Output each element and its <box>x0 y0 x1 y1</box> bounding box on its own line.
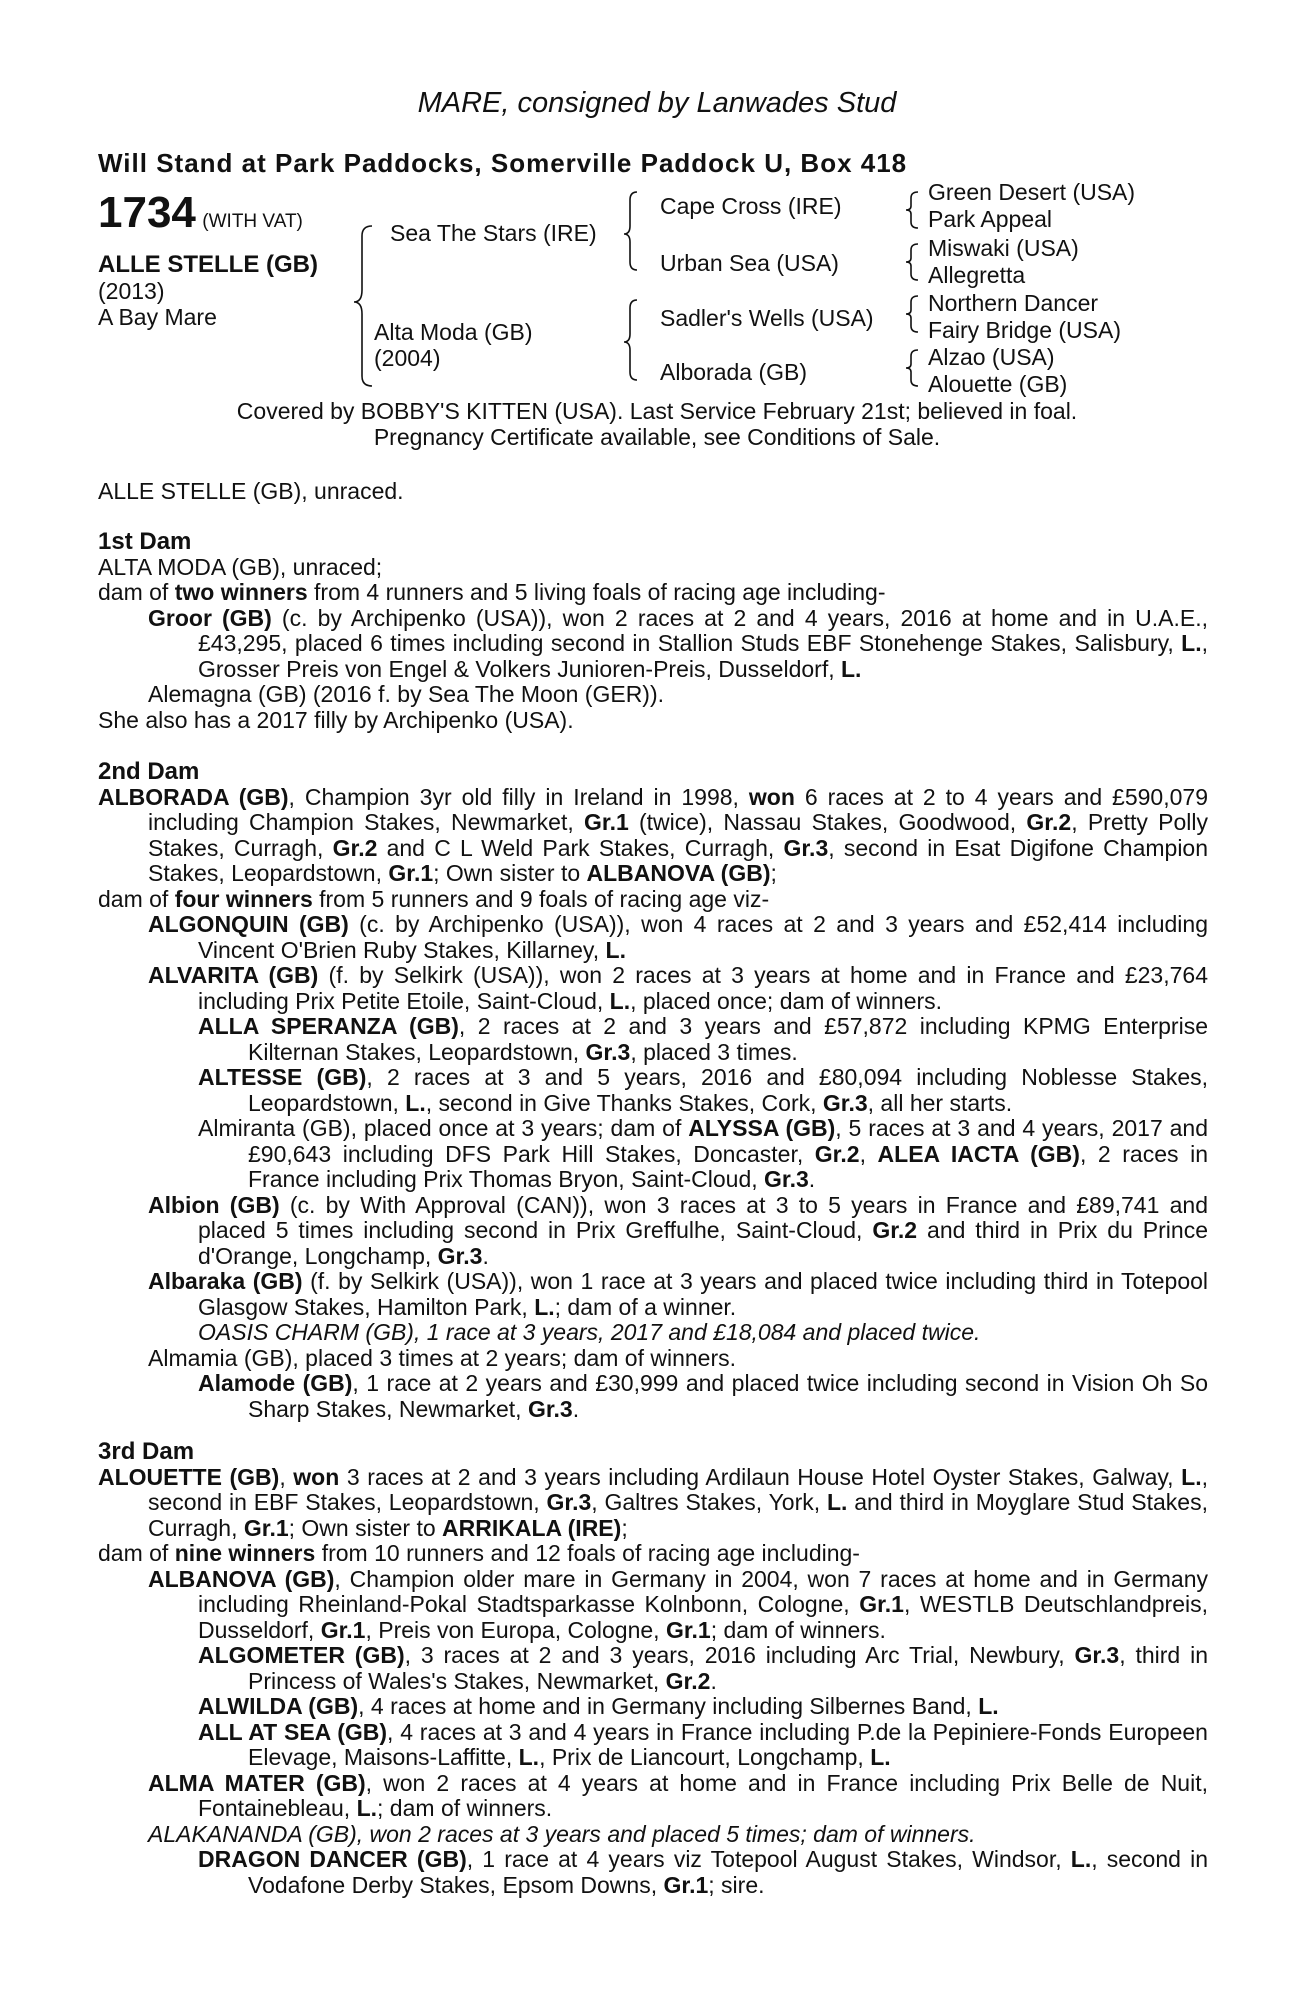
foal-alla-speranza: ALLA SPERANZA (GB), 2 races at 2 and 3 years and £57,872 including KPMG Enterprise Kilternan Stakes, Leopardstown, Gr.3, placed 3 times. <box>198 1013 1208 1065</box>
third-dam-section <box>98 1439 1208 1898</box>
foal-almiranta: Almiranta (GB), placed once at 3 years; dam of ALYSSA (GB), 5 races at 3 and 4 years, 2017 and £90,643 including DFS Park Hill Stakes, Doncaster, Gr.2, ALEA IACTA (GB), 2 races in France including Prix Thomas Bryon, Saint-Cloud, Gr.3. <box>198 1115 1208 1192</box>
foal-albion: Albion (GB) (c. by With Approval (CAN)), won 3 races at 3 to 5 years in France and £89,741 and placed 5 times including second in Prix Greffulhe, Saint-Cloud, Gr.2 and third in Prix du Prince d'Orange, Longchamp, Gr.3. <box>148 1191 1209 1269</box>
sire-sire-dam: Park Appeal <box>928 206 1053 232</box>
pedigree-braces <box>0 0 1314 420</box>
sire-dam-dam: Allegretta <box>928 262 1026 288</box>
foal-albanova: ALBANOVA (GB), Champion older mare in Germany in 2004, won 7 races at home and in Germany including Rheinland-Pokal Stadtsparkasse Kolnbonn, Cologne, Gr.1, WESTLB Deutschlandpreis, Dusseldorf, Gr.1, Preis von Europa, Cologne, Gr.1; dam of winners. <box>148 1565 1208 1643</box>
dam-year: (2004) <box>374 345 441 371</box>
horse-description: A Bay Mare <box>98 304 217 330</box>
third-dam-produce-line: dam of nine winners from 10 runners and 12 foals of racing age including- <box>98 1540 860 1566</box>
dam-sire: Sadler's Wells (USA) <box>660 305 874 331</box>
foal-algometer: ALGOMETER (GB), 3 races at 2 and 3 years, 2016 including Arc Trial, Newbury, Gr.3, third in Princess of Wales's Stakes, Newmarket, Gr.2. <box>198 1642 1208 1694</box>
horse-name: ALLE STELLE (GB) <box>98 251 318 278</box>
second-dam-produce-line: dam of four winners from 5 runners and 9 foals of racing age viz- <box>98 885 770 912</box>
dam-sire-dam: Fairy Bridge (USA) <box>928 317 1121 343</box>
first-dam-intro: ALTA MODA (GB), unraced; <box>98 553 383 580</box>
second-dam-section <box>98 759 1208 1422</box>
first-dam-heading: 1st Dam <box>98 528 192 555</box>
first-dam-produce-line: dam of two winners from 4 runners and 5 living foals of racing age including- <box>98 579 886 605</box>
foal-albaraka: Albaraka (GB) (f. by Selkirk (USA)), won 1 race at 3 years and placed twice including third in Totepool Glasgow Stakes, Hamilton Park, L.; dam of a winner. <box>148 1268 1209 1320</box>
sire-name: Sea The Stars (IRE) <box>390 220 597 246</box>
foal-dragon-dancer: DRAGON DANCER (GB), 1 race at 4 years viz Totepool August Stakes, Windsor, L., second in Vodafone Derby Stakes, Epsom Downs, Gr.1; sire. <box>198 1846 1208 1898</box>
dam-sire-sire: Northern Dancer <box>928 290 1099 316</box>
foal-groor: Groor (GB) (c. by Archipenko (USA)), won 2 races at 2 and 4 years, 2016 at home and in U.A.E., £43,295, placed 6 times including second in Stallion Studs EBF Stonehenge Stakes, Salisbury, L., Grosser Preis von Engel & Volkers Junioren-Preis, Dusseldorf, L. <box>148 604 1208 682</box>
first-dam-also: She also has a 2017 filly by Archipenko (USA). <box>98 706 574 733</box>
foal-altesse: ALTESSE (GB), 2 races at 3 and 5 years, 2016 and £80,094 including Noblesse Stakes, Leopardstown, L., second in Give Thanks Stakes, Cork, Gr.3, all her starts. <box>198 1064 1209 1116</box>
sire-dam: Urban Sea (USA) <box>660 250 839 276</box>
foal-algonquin: ALGONQUIN (GB) (c. by Archipenko (USA)), won 4 races at 2 and 3 years and £52,414 including Vincent O'Brien Ruby Stakes, Killarney, L. <box>148 911 1209 963</box>
foal-alvarita: ALVARITA (GB) (f. by Selkirk (USA)), won 2 races at 3 years at home and in France and £23,764 including Prix Petite Etoile, Saint-Cloud, L., placed once; dam of winners. <box>148 962 1208 1014</box>
foal-alakananda: ALAKANANDA (GB), won 2 races at 3 years and placed 5 times; dam of winners. <box>148 1820 976 1847</box>
second-dam-heading: 2nd Dam <box>98 758 200 785</box>
lot-number: 1734 <box>98 188 196 237</box>
sire-sire: Cape Cross (IRE) <box>660 193 842 219</box>
unraced-note: ALLE STELLE (GB), unraced. <box>98 478 404 504</box>
sire-dam-sire: Miswaki (USA) <box>928 235 1079 261</box>
sire-sire-sire: Green Desert (USA) <box>928 179 1136 205</box>
alborada-record: ALBORADA (GB), Champion 3yr old filly in Ireland in 1998, won 6 races at 2 to 4 years and £590,079 including Champion Stakes, Newmarket, Gr.1 (twice), Nassau Stakes, Goodwood, Gr.2, Pretty Polly Stakes, Curragh, Gr.2 and C L Weld Park Stakes, Curragh, Gr.3, second in Esat Digifone Champion Stakes, Leopardstown, Gr.1; Own sister to ALBANOVA (GB); <box>98 783 1209 886</box>
foal-alemagna: Alemagna (GB) (2016 f. by Sea The Moon (GER)). <box>148 681 665 707</box>
dam-name: Alta Moda (GB) <box>374 319 533 345</box>
foal-all-at-sea: ALL AT SEA (GB), 4 races at 3 and 4 years in France including P.de la Pepiniere-Fonds Europeen Elevage, Maisons-Laffitte, L., Prix de Liancourt, Longchamp, L. <box>198 1718 1208 1770</box>
foal-alwilda: ALWILDA (GB), 4 races at home and in Germany including Silbernes Band, L. <box>198 1693 999 1719</box>
horse-year: (2013) <box>98 278 165 304</box>
first-dam-section <box>98 529 1208 733</box>
dam-dam-sire: Alzao (USA) <box>928 344 1055 370</box>
covered-line: Covered by BOBBY'S KITTEN (USA). Last Service February 21st; believed in foal. <box>236 398 1078 424</box>
stand-location: Will Stand at Park Paddocks, Somerville Paddock U, Box 418 <box>98 148 908 178</box>
dam-dam-dam: Alouette (GB) <box>928 371 1068 397</box>
third-dam-heading: 3rd Dam <box>98 1438 195 1465</box>
pregnancy-line: Pregnancy Certificate available, see Conditions of Sale. <box>373 424 941 450</box>
foal-alamode: Alamode (GB), 1 race at 2 years and £30,999 and placed twice including second in Vision Oh So Sharp Stakes, Newmarket, Gr.3. <box>198 1370 1209 1422</box>
foal-alma-mater: ALMA MATER (GB), won 2 races at 4 years at home and in France including Prix Belle de Nuit, Fontainebleau, L.; dam of winners. <box>148 1769 1208 1821</box>
consignor-title: MARE, consigned by Lanwades Stud <box>417 87 897 119</box>
foal-almamia: Almamia (GB), placed 3 times at 2 years; dam of winners. <box>148 1344 736 1371</box>
dam-dam: Alborada (GB) <box>660 359 808 385</box>
vat-label: (WITH VAT) <box>202 211 303 232</box>
alouette-record: ALOUETTE (GB), won 3 races at 2 and 3 years including Ardilaun House Hotel Oyster Stakes, Galway, L., second in EBF Stakes, Leopardstown, Gr.3, Galtres Stakes, York, L. and third in Moyglare Stud Stakes, Curragh, Gr.1; Own sister to ARRIKALA (IRE); <box>98 1463 1208 1541</box>
foal-oasis-charm: OASIS CHARM (GB), 1 race at 3 years, 2017 and £18,084 and placed twice. <box>198 1319 981 1345</box>
